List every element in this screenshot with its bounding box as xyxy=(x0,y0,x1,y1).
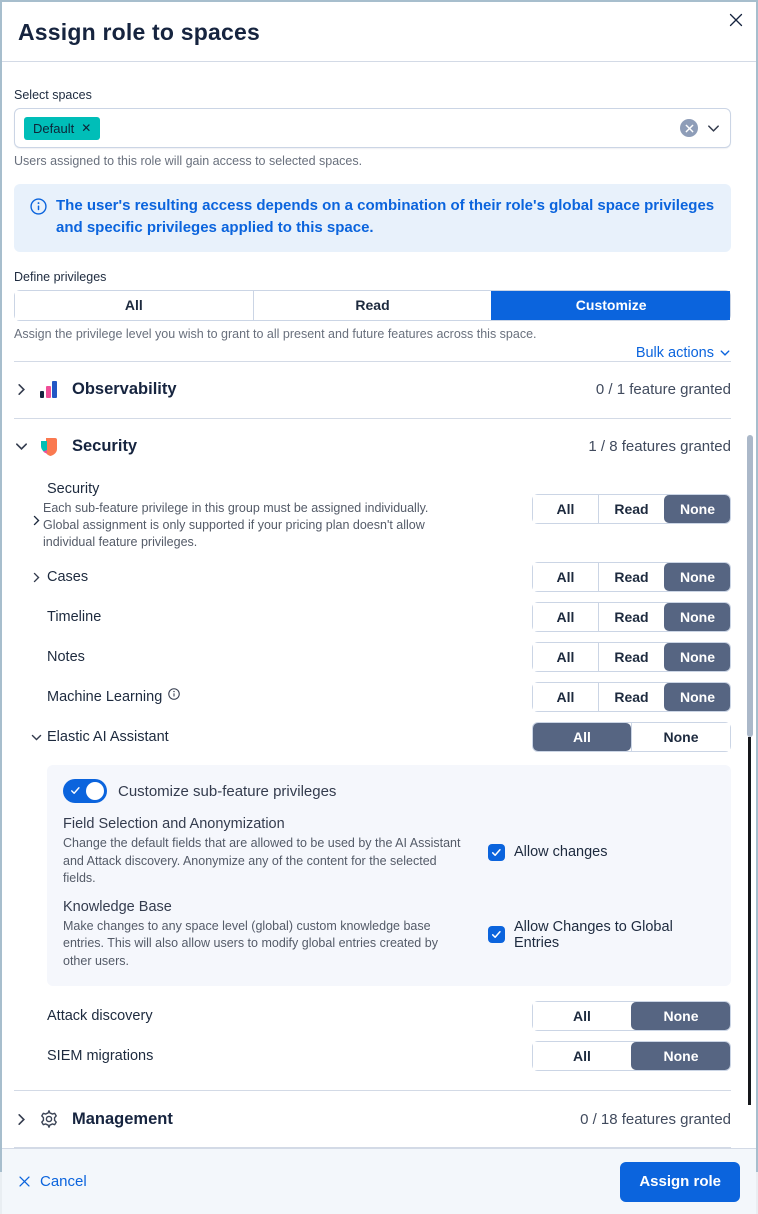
management-title: Management xyxy=(72,1109,173,1128)
security-group-read-button[interactable]: Read xyxy=(598,495,664,523)
toggle-knob xyxy=(86,782,104,800)
attack-discovery-none-button[interactable]: None xyxy=(631,1002,730,1030)
info-icon[interactable] xyxy=(168,688,180,700)
bulk-actions-link[interactable] xyxy=(636,345,731,361)
chevron-right-icon[interactable] xyxy=(30,571,47,584)
attack-discovery-label: Attack discovery xyxy=(47,1008,153,1025)
chevron-down-icon xyxy=(719,347,731,359)
feature-row-siem-migrations xyxy=(30,1036,731,1076)
ai-subfeature-panel xyxy=(47,765,731,986)
allow-global-entries-checkbox[interactable] xyxy=(488,926,505,943)
info-callout xyxy=(14,184,731,252)
feature-row-cases xyxy=(30,557,731,597)
accordion-security[interactable] xyxy=(14,419,731,475)
ai-assistant-none-button[interactable]: None xyxy=(631,723,730,751)
allow-global-entries-label: Allow Changes to Global Entries xyxy=(514,918,673,951)
siem-migrations-privilege-group xyxy=(532,1041,731,1071)
feature-row-notes xyxy=(30,637,731,677)
notes-none-button[interactable]: None xyxy=(664,643,730,671)
privilege-all-button[interactable]: All xyxy=(15,291,253,320)
timeline-none-button[interactable]: None xyxy=(664,603,730,631)
assign-role-button[interactable]: Assign role xyxy=(620,1162,740,1202)
security-icon xyxy=(39,437,59,457)
inner-scrollbar-thumb[interactable] xyxy=(748,737,751,1105)
security-group-all-button[interactable]: All xyxy=(533,495,598,523)
privilege-customize-button[interactable]: Customize xyxy=(491,291,730,320)
cases-read-button[interactable]: Read xyxy=(598,563,664,591)
timeline-read-button[interactable]: Read xyxy=(598,603,664,631)
spaces-combobox[interactable] xyxy=(14,108,731,148)
security-group-privilege-group xyxy=(532,494,731,524)
security-group-row xyxy=(30,481,731,552)
security-group-desc: Each sub-feature privilege in this group must be assigned individually. Global assignment is only supported if your pricing plan doesn't allow individual feature privileges. xyxy=(43,500,429,549)
security-group-none-button[interactable]: None xyxy=(664,495,730,523)
accordion-management[interactable] xyxy=(14,1091,731,1147)
field-selection-title: Field Selection and Anonymization xyxy=(63,816,285,833)
subfeature-field-selection xyxy=(63,816,715,888)
timeline-label: Timeline xyxy=(47,609,102,626)
feature-row-machine-learning xyxy=(30,677,731,717)
machine-learning-all-button[interactable]: All xyxy=(533,683,598,711)
chevron-down-icon[interactable] xyxy=(14,439,30,454)
timeline-all-button[interactable]: All xyxy=(533,603,598,631)
chevron-down-icon[interactable] xyxy=(30,731,47,744)
knowledge-base-desc: Make changes to any space level (global) custom knowledge base entries. This will also allow users to modify global entries created by other users. xyxy=(63,918,438,968)
modal-header xyxy=(2,2,756,62)
notes-all-button[interactable]: All xyxy=(533,643,598,671)
management-count: 0 / 18 features granted xyxy=(580,1110,731,1128)
scrollbar-thumb[interactable] xyxy=(747,435,753,737)
feature-row-ai-assistant xyxy=(30,717,731,757)
callout-text: The user's resulting access depends on a combination of their role's global space privileges and specific privileges applied to this space. xyxy=(56,197,715,236)
field-selection-desc: Change the default fields that are allowed to be used by the AI Assistant and Attack discovery. Anonymize any of the content for the selected fields. xyxy=(63,836,461,886)
observability-title: Observability xyxy=(72,380,177,398)
chevron-right-icon[interactable] xyxy=(14,1112,30,1127)
check-icon xyxy=(70,785,81,796)
info-icon xyxy=(30,198,47,239)
allow-changes-label: Allow changes xyxy=(514,844,608,860)
combobox-chevron-down-icon[interactable] xyxy=(706,121,721,136)
privilege-read-button[interactable]: Read xyxy=(253,291,492,320)
security-group-title: Security xyxy=(47,480,100,497)
attack-discovery-privilege-group xyxy=(532,1001,731,1031)
attack-discovery-all-button[interactable]: All xyxy=(533,1002,631,1030)
select-spaces-help: Users assigned to this role will gain access to selected spaces. xyxy=(14,154,363,168)
security-count: 1 / 8 features granted xyxy=(588,438,731,455)
observability-count: 0 / 1 feature granted xyxy=(595,381,731,398)
knowledge-base-title: Knowledge Base xyxy=(63,898,172,915)
cases-all-button[interactable]: All xyxy=(533,563,598,591)
security-feature-list xyxy=(14,475,731,1091)
cases-none-button[interactable]: None xyxy=(664,563,730,591)
ai-assistant-privilege-group xyxy=(532,722,731,752)
space-badge-label: Default xyxy=(33,120,75,136)
space-badge-default[interactable] xyxy=(24,117,100,140)
ai-assistant-all-button[interactable]: All xyxy=(533,723,631,751)
chevron-right-icon[interactable] xyxy=(14,382,30,397)
siem-migrations-none-button[interactable]: None xyxy=(631,1042,730,1070)
security-title: Security xyxy=(72,437,138,455)
gear-icon xyxy=(39,1109,59,1129)
privileges-help: Assign the privilege level you wish to grant to all present and future features across this space. xyxy=(14,326,537,341)
timeline-privilege-group xyxy=(532,602,731,632)
cancel-label: Cancel xyxy=(40,1173,87,1191)
allow-global-entries-checkbox-row[interactable] xyxy=(488,919,715,951)
siem-migrations-label: SIEM migrations xyxy=(47,1048,154,1065)
badge-remove-icon[interactable]: ✕ xyxy=(81,121,92,135)
close-icon xyxy=(18,1175,31,1188)
privilege-level-group xyxy=(14,290,731,321)
subfeature-knowledge-base xyxy=(63,899,715,971)
accordion-observability[interactable] xyxy=(14,362,731,418)
clear-selection-icon[interactable] xyxy=(680,119,698,137)
notes-privilege-group xyxy=(532,642,731,672)
ai-assistant-label: Elastic AI Assistant xyxy=(47,729,169,746)
chevron-right-icon[interactable] xyxy=(30,514,43,552)
cases-label: Cases xyxy=(47,569,89,586)
siem-migrations-all-button[interactable]: All xyxy=(533,1042,631,1070)
cancel-button[interactable] xyxy=(18,1173,87,1190)
feature-row-timeline xyxy=(30,597,731,637)
machine-learning-none-button[interactable]: None xyxy=(664,683,730,711)
cases-privilege-group xyxy=(532,562,731,592)
observability-icon xyxy=(39,380,59,400)
customize-subfeature-label: Customize sub-feature privileges xyxy=(118,782,337,800)
notes-read-button[interactable]: Read xyxy=(598,643,664,671)
feature-row-attack-discovery xyxy=(30,996,731,1036)
select-spaces-label: Select spaces xyxy=(14,88,92,102)
define-privileges-label: Define privileges xyxy=(14,269,107,284)
customize-subfeature-toggle[interactable] xyxy=(63,779,107,803)
modal-title: Assign role to spaces xyxy=(18,19,260,45)
notes-label: Notes xyxy=(47,649,85,666)
machine-learning-label: Machine Learning xyxy=(47,689,163,706)
modal-body xyxy=(2,62,756,1148)
allow-changes-checkbox[interactable] xyxy=(488,844,505,861)
modal-footer xyxy=(2,1148,756,1214)
machine-learning-privilege-group xyxy=(532,682,731,712)
machine-learning-read-button[interactable]: Read xyxy=(598,683,664,711)
allow-changes-checkbox-row[interactable] xyxy=(488,844,608,861)
close-icon[interactable] xyxy=(724,8,748,32)
bulk-actions-label: Bulk actions xyxy=(635,344,714,361)
